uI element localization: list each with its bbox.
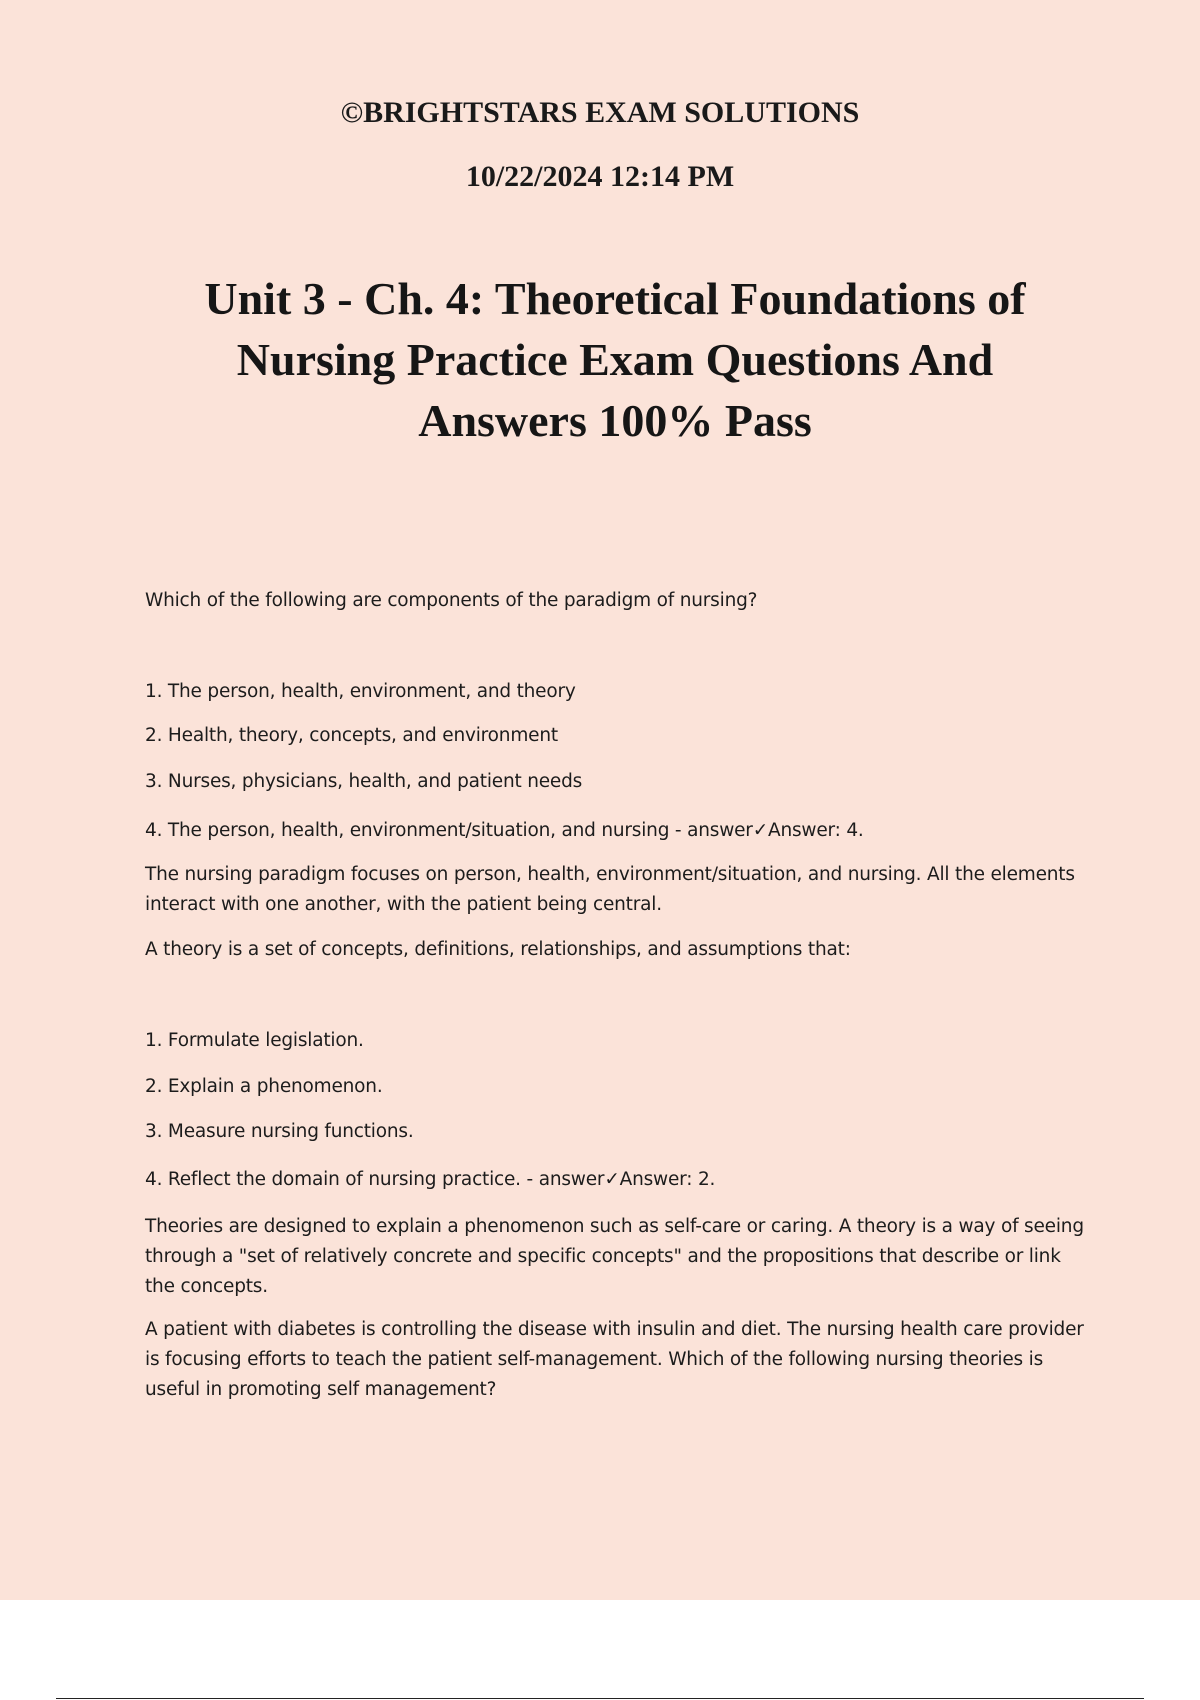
question-1-explanation: The nursing paradigm focuses on person, health, environment/situation, and nursing. All the elements interact with one another, with the patient being central. bbox=[145, 864, 1075, 915]
question-1-option-4-answer: 4. The person, health, environment/situation, and nursing - answer✓Answer: 4. bbox=[145, 820, 864, 841]
question-2-option-2: 2. Explain a phenomenon. bbox=[145, 1076, 383, 1097]
question-2: A theory is a set of concepts, definitions, relationships, and assumptions that: bbox=[145, 939, 851, 960]
footer-divider bbox=[56, 1698, 1144, 1699]
question-2-option-3: 3. Measure nursing functions. bbox=[145, 1121, 414, 1142]
question-2-option-1: 1. Formulate legislation. bbox=[145, 1030, 364, 1051]
question-1-option-3: 3. Nurses, physicians, health, and patient needs bbox=[145, 771, 583, 792]
brand-header: ©BRIGHTSTARS EXAM SOLUTIONS bbox=[340, 96, 860, 129]
date-header: 10/22/2024 12:14 PM bbox=[465, 160, 735, 193]
question-2-explanation: Theories are designed to explain a phenomenon such as self-care or caring. A theory is a way of seeing through a "set of relatively concrete and specific concepts" and the propositions that describe or link the concepts. bbox=[145, 1216, 1084, 1297]
question-1-option-2: 2. Health, theory, concepts, and environment bbox=[145, 725, 558, 746]
question-3: A patient with diabetes is controlling the disease with insulin and diet. The nursing health care provider is focusing efforts to teach the patient self-management. Which of the following nursing theories is useful in promoting self management? bbox=[145, 1319, 1084, 1400]
question-1: Which of the following are components of the paradigm of nursing? bbox=[145, 590, 758, 611]
question-1-option-1: 1. The person, health, environment, and theory bbox=[145, 681, 576, 702]
question-2-option-4-answer: 4. Reflect the domain of nursing practice. - answer✓Answer: 2. bbox=[145, 1169, 716, 1190]
document-title: Unit 3 - Ch. 4: Theoretical Foundations of Nursing Practice Exam Questions And Answers 100% Pass bbox=[204, 273, 1026, 446]
